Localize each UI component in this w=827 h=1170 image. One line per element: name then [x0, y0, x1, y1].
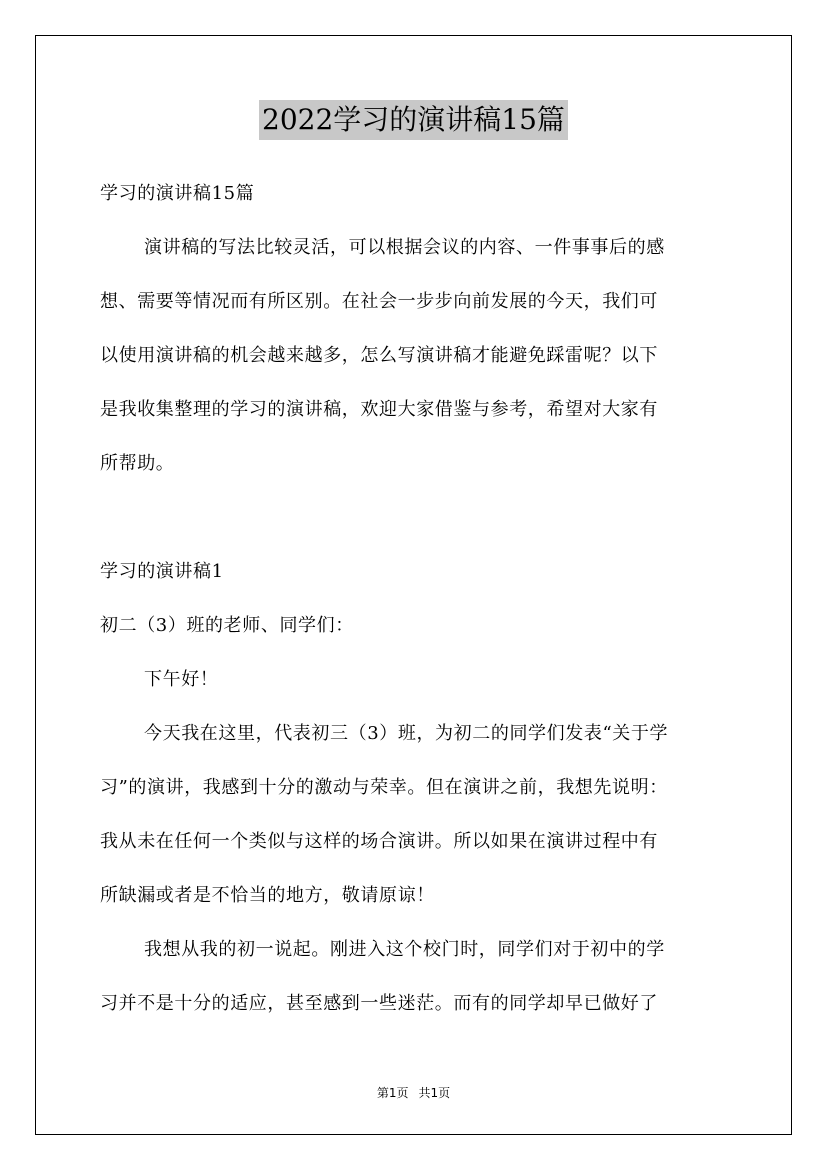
- salutation-line: 初二（3）班的老师、同学们：: [100, 615, 354, 636]
- paragraph-line: 我从未在任何一个类似与这样的场合演讲。所以如果在演讲过程中有: [100, 831, 658, 852]
- page-footer: [0, 1084, 827, 1101]
- paragraph-line: 所帮助。: [100, 453, 175, 474]
- paragraph-line: 以使用演讲稿的机会越来越多，怎么写演讲稿才能避免踩雷呢？以下: [100, 345, 658, 366]
- paragraph-line: 习并不是十分的适应，甚至感到一些迷茫。而有的同学却早已做好了: [100, 993, 658, 1014]
- paragraph-line: 习”的演讲，我感到十分的激动与荣幸。但在演讲之前，我想先说明：: [100, 777, 668, 798]
- title-container: [0, 100, 827, 140]
- page-total: 共1页: [418, 1086, 451, 1100]
- section-heading: 学习的演讲稿1: [100, 561, 224, 582]
- blank-line: [100, 500, 730, 554]
- paragraph-line: 想、需要等情况而有所区别。在社会一步步向前发展的今天，我们可: [100, 291, 658, 312]
- subtitle-line: 学习的演讲稿15篇: [100, 183, 255, 204]
- greeting-line: 下午好！: [144, 669, 219, 690]
- paragraph-line: 演讲稿的写法比较灵活，可以根据会议的内容、一件事事后的感: [144, 237, 665, 258]
- paragraph-line: 今天我在这里，代表初三（3）班，为初二的同学们发表“关于学: [144, 723, 669, 744]
- paragraph-line: 是我收集整理的学习的演讲稿，欢迎大家借鉴与参考，希望对大家有: [100, 399, 658, 420]
- paragraph-line: 我想从我的初一说起。刚进入这个校门时，同学们对于初中的学: [144, 939, 665, 960]
- paragraph-line: 所缺漏或者是不恰当的地方，敬请原谅！: [100, 885, 435, 906]
- document-title: 2022学习的演讲稿15篇: [259, 100, 568, 140]
- page-number: 第1页: [376, 1086, 409, 1100]
- document-body: [100, 176, 730, 1040]
